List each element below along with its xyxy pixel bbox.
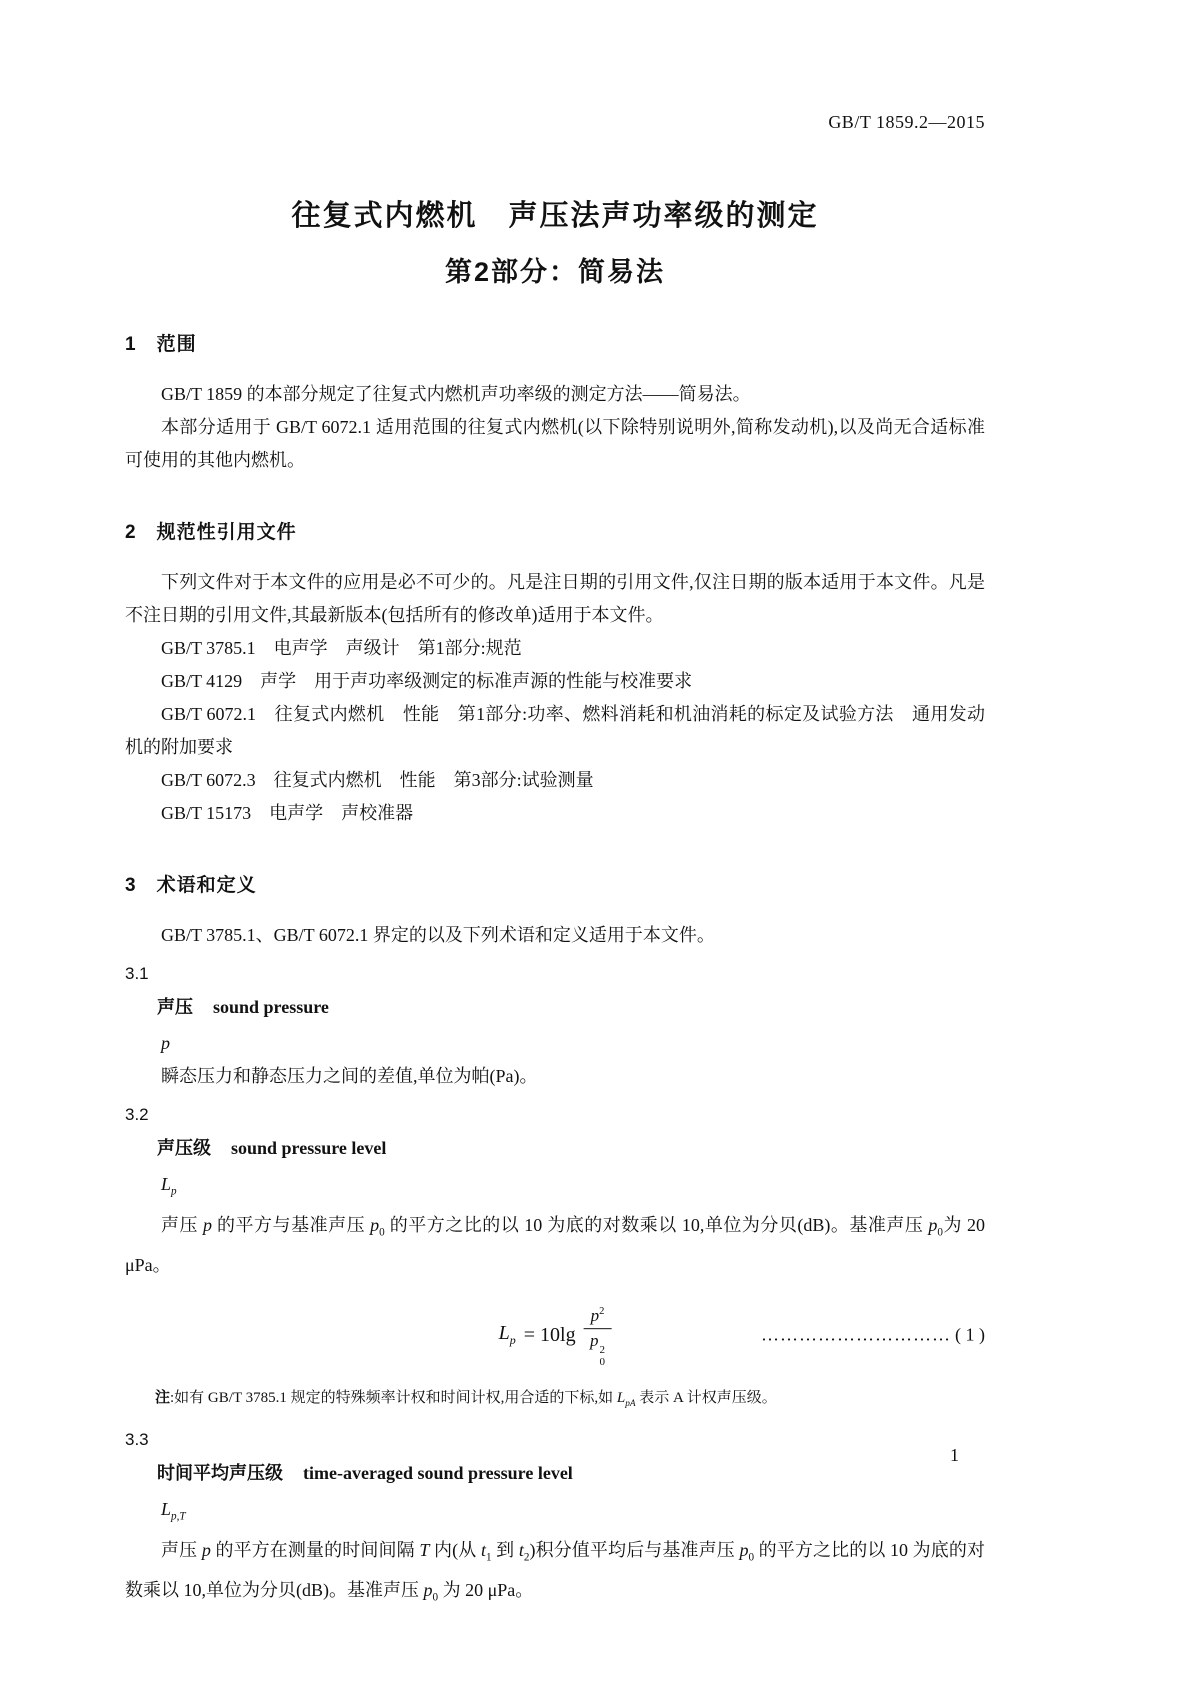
equation-tail	[761, 1325, 985, 1346]
reference-item-2: GB/T 4129 声学 用于声功率级测定的标准声源的性能与校准要求	[161, 671, 693, 691]
doc-code: GB/T 1859.2—2015	[828, 112, 985, 132]
term-zh-3-1: 声压	[157, 997, 193, 1017]
term-heading-3-1	[125, 992, 985, 1024]
doc-title-line1: 往复式内燃机 声压法声功率级的测定	[291, 200, 819, 232]
term-definition-3-2: 声压 p 的平方与基准声压 $p_0$ 的平方之比的以 10 为底的对数乘以 10,单位为分贝(dB)。基准声压 $p_0$为 20 μPa。	[125, 1214, 986, 1276]
term-definition-3-3: 声压 p 的平方在测量的时间间隔 T 内(从 $t_1$ 到 $t_2$)积分值平均后与基准声压 $p_0$ 的平方之比的以 10 为底的对数乘以 10,单位为分贝(dB)。基准声压 $p_0$ 为 20 μPa。	[125, 1539, 986, 1604]
term-zh-3-2: 声压级	[157, 1138, 211, 1158]
term-en-3-3: time-averaged sound pressure level	[303, 1463, 573, 1484]
section-3-heading: 3 术语和定义	[125, 875, 257, 896]
reference-item-3: GB/T 6072.1 往复式内燃机 性能 第1部分:功率、燃料消耗和机油消耗的标定及试验方法 通用发动机的附加要求	[125, 704, 985, 757]
section-1-paragraph-1: GB/T 1859 的本部分规定了往复式内燃机声功率级的测定方法——简易法。	[161, 384, 751, 404]
fraction-numerator: $p^2$	[584, 1302, 612, 1329]
clause-number-3-3: 3.3	[125, 1430, 149, 1450]
section-1-paragraph-2: 本部分适用于 GB/T 6072.1 适用范围的往复式内燃机(以下除特别说明外,简称发动机),以及尚无合适标准可使用的其他内燃机。	[125, 417, 985, 470]
term-note-3-2: 注:如有 GB/T 3785.1 规定的特殊频率计权和时间计权,用合适的下标,如 $L_{pA}$ 表示 A 计权声压级。	[155, 1389, 777, 1410]
section-1-heading: 1 范围	[125, 334, 197, 355]
reference-item-4: GB/T 6072.3 往复式内燃机 性能 第3部分:试验测量	[161, 770, 594, 790]
equation-lhs: $L_p$	[498, 1322, 516, 1348]
section-2-intro: 下列文件对于本文件的应用是必不可少的。凡是注日期的引用文件,仅注日期的版本适用于本文件。凡是不注日期的引用文件,其最新版本(包括所有的修改单)适用于本文件。	[125, 572, 985, 625]
term-block-3-2	[125, 1105, 985, 1418]
section-3-intro: GB/T 3785.1、GB/T 6072.1 界定的以及下列术语和定义适用于本文件。	[161, 925, 715, 945]
term-symbol-3-1: p	[161, 1033, 170, 1053]
fraction-denominator: p 2 0	[589, 1331, 605, 1369]
equation-fraction	[584, 1302, 612, 1368]
term-symbol-3-3: $L_{p,T}$	[161, 1499, 186, 1523]
equation-operator: = 10lg	[523, 1323, 576, 1346]
term-en-3-1: sound pressure	[213, 997, 329, 1017]
equation-1-expression	[499, 1302, 612, 1368]
term-symbol-3-2: $L_p$	[161, 1174, 177, 1198]
equation-leader-dots: …………………………	[761, 1324, 951, 1345]
term-en-3-2: sound pressure level	[231, 1138, 387, 1158]
reference-item-1: GB/T 3785.1 电声学 声级计 第1部分:规范	[161, 638, 522, 658]
reference-item-5: GB/T 15173 电声学 声校准器	[161, 803, 414, 823]
term-zh-3-3: 时间平均声压级	[157, 1463, 283, 1484]
equation-number: ( 1 )	[955, 1324, 985, 1345]
equation-1	[125, 1292, 985, 1378]
section-2-heading: 2 规范性引用文件	[125, 522, 297, 543]
term-heading-3-3	[125, 1458, 985, 1490]
page-number: 1	[950, 1445, 959, 1465]
clause-number-3-1: 3.1	[125, 964, 149, 983]
term-heading-3-2	[125, 1133, 985, 1165]
clause-number-3-2: 3.2	[125, 1105, 149, 1124]
term-block-3-1	[125, 964, 985, 1093]
term-block-3-3	[125, 1430, 985, 1615]
doc-title-line2: 第2部分：简易法	[444, 257, 666, 287]
term-definition-3-1: 瞬态压力和静态压力之间的差值,单位为帕(Pa)。	[161, 1066, 538, 1086]
